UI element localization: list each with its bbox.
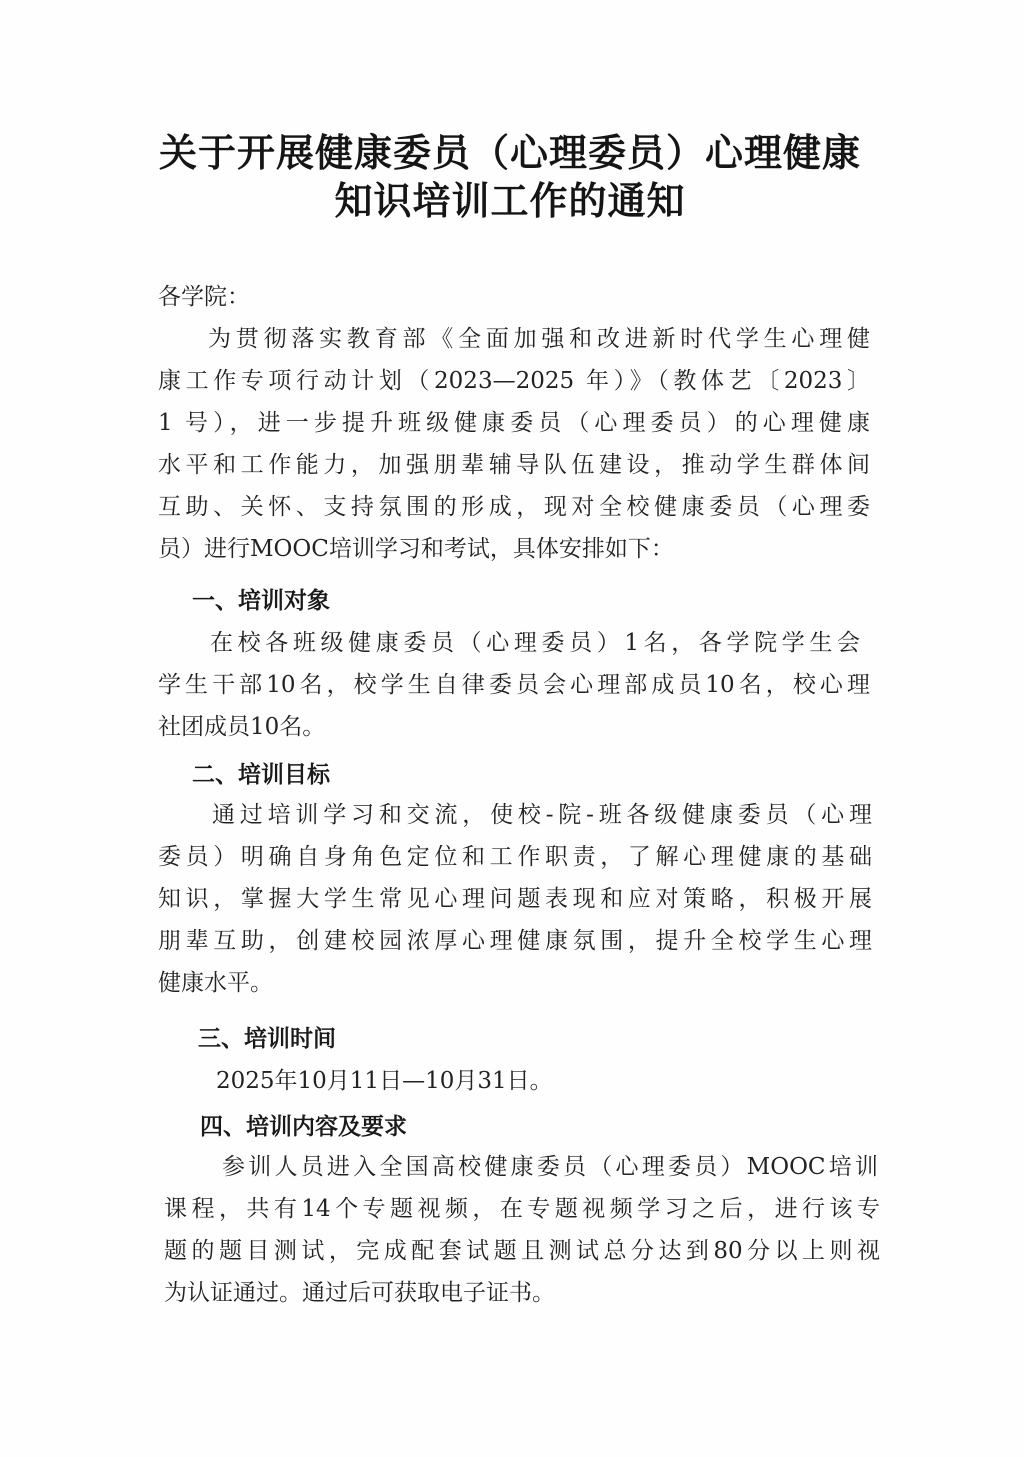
section-2-line-1: 通过培训学习和交流，使校-院-班各级健康委员（心理	[212, 802, 872, 828]
section-3-line-1: 2025年10月11日—10月31日。	[216, 1068, 553, 1094]
intro-line-1: 为贯彻落实教育部《全面加强和改进新时代学生心理健	[208, 326, 870, 352]
document-title-line-2: 知识培训工作的通知	[334, 179, 686, 223]
section-4-line-4: 为认证通过。通过后可获取电子证书。	[164, 1280, 555, 1306]
section-heading-3: 三、培训时间	[198, 1026, 336, 1052]
section-2-line-3: 知识，掌握大学生常见心理问题表现和应对策略，积极开展	[158, 886, 872, 912]
intro-line-6: 员）进行MOOC培训学习和考试，具体安排如下：	[158, 536, 674, 562]
section-4-line-3: 题的题目测试，完成配套试题且测试总分达到80分以上则视	[164, 1238, 880, 1264]
section-1-line-1: 在校各班级健康委员（心理委员）1名，各学院学生会	[210, 630, 860, 656]
intro-line-3: 1 号），进一步提升班级健康委员（心理委员）的心理健康	[158, 410, 870, 436]
section-heading-1: 一、培训对象	[192, 588, 330, 614]
section-2-line-2: 委员）明确自身角色定位和工作职责，了解心理健康的基础	[158, 844, 872, 870]
section-heading-2: 二、培训目标	[192, 762, 330, 788]
section-1-line-2: 学生干部10名，校学生自律委员会心理部成员10名，校心理	[158, 672, 870, 698]
section-1-line-3: 社团成员10名。	[158, 714, 326, 740]
section-4-line-2: 课程，共有14个专题视频，在专题视频学习之后，进行该专	[164, 1196, 880, 1222]
intro-line-2: 康工作专项行动计划（2023—2025 年）》（教体艺〔2023〕	[158, 368, 870, 394]
document-title-line-1: 关于开展健康委员（心理委员）心理健康	[158, 131, 861, 175]
intro-line-4: 水平和工作能力，加强朋辈辅导队伍建设，推动学生群体间	[158, 452, 870, 478]
section-2-line-4: 朋辈互助，创建校园浓厚心理健康氛围，提升全校学生心理	[158, 928, 872, 954]
salutation: 各学院：	[158, 284, 250, 310]
section-2-line-5: 健康水平。	[158, 970, 273, 996]
section-4-line-1: 参训人员进入全国高校健康委员（心理委员）MOOC培训	[222, 1154, 878, 1180]
section-heading-4: 四、培训内容及要求	[200, 1114, 407, 1140]
intro-line-5: 互助、关怀、支持氛围的形成，现对全校健康委员（心理委	[158, 494, 870, 520]
